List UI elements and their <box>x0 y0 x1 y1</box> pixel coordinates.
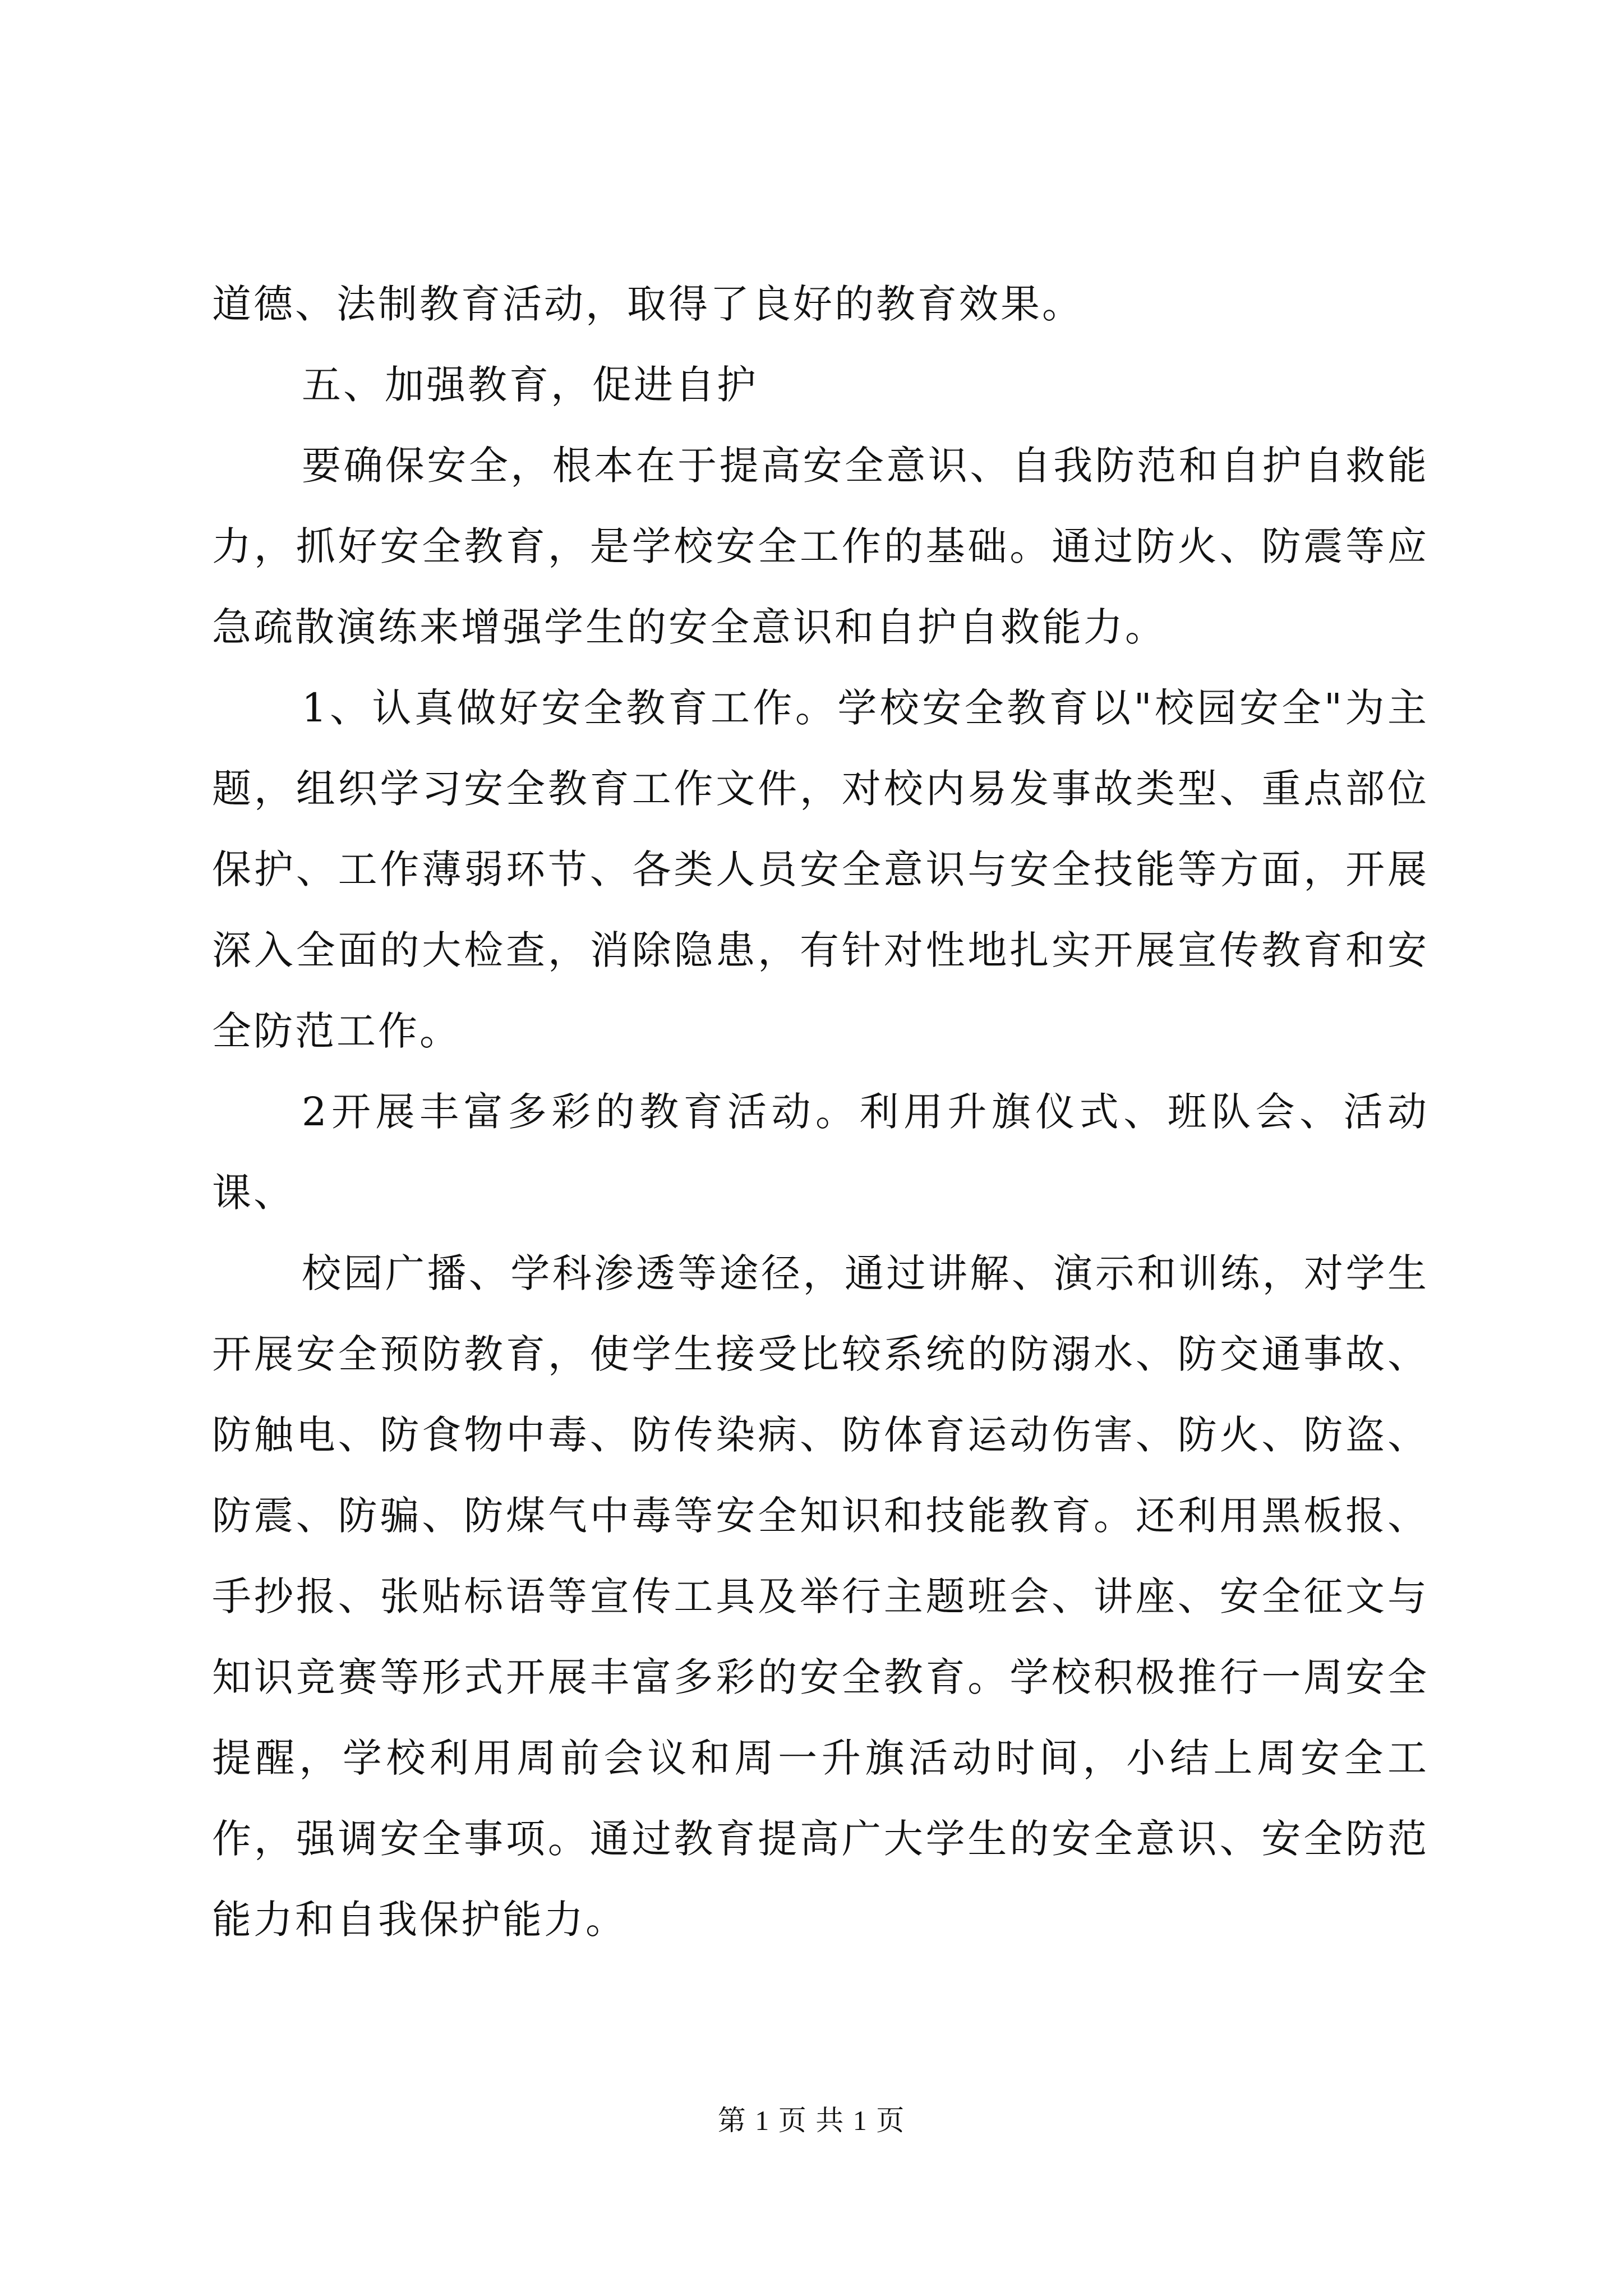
paragraph-safety-intro: 要确保安全，根本在于提高安全意识、自我防范和自护自救能力，抓好安全教育，是学校安全工作的基础。通过防火、防震等应急疏散演练来增强学生的安全意识和自护自救能力。 <box>212 443 1429 650</box>
section-heading: 五、加强教育，促进自护 <box>302 362 758 408</box>
paragraph-item-2-continued: 校园广播、学科渗透等途径，通过讲解、演示和训练，对学生开展安全预防教育，使学生接受比较系统的防溺水、防交通事故、防触电、防食物中毒、防传染病、防体育运动伤害、防火、防盗、防震、防骗、防煤气中毒等安全知识和技能教育。还利用黑板报、手抄报、张贴标语等宣传工具及举行主题班会、讲座、安全征文与知识竞赛等形式开展丰富多彩的安全教育。学校积极推行一周安全提醒，学校利用周前会议和周一升旗活动时间，小结上周安全工作，强调安全事项。通过教育提高广大学生的安全意识、安全防范能力和自我保护能力。 <box>212 1250 1429 1943</box>
paragraph-item-1: 1、认真做好安全教育工作。学校安全教育以"校园安全"为主题，组织学习安全教育工作文件，对校内易发事故类型、重点部位保护、工作薄弱环节、各类人员安全意识与安全技能等方面，开展深入全面的大检查，消除隐患，有针对性地扎实开展宣传教育和安全防范工作。 <box>212 685 1429 1054</box>
paragraph-item-2: 2开展丰富多彩的教育活动。利用升旗仪式、班队会、活动课、 <box>212 1089 1429 1216</box>
page-footer: 第 1 页 共 1 页 <box>717 2105 906 2136</box>
paragraph-continuation: 道德、法制教育活动，取得了良好的教育效果。 <box>212 281 1083 327</box>
document-body <box>212 264 1429 1960</box>
